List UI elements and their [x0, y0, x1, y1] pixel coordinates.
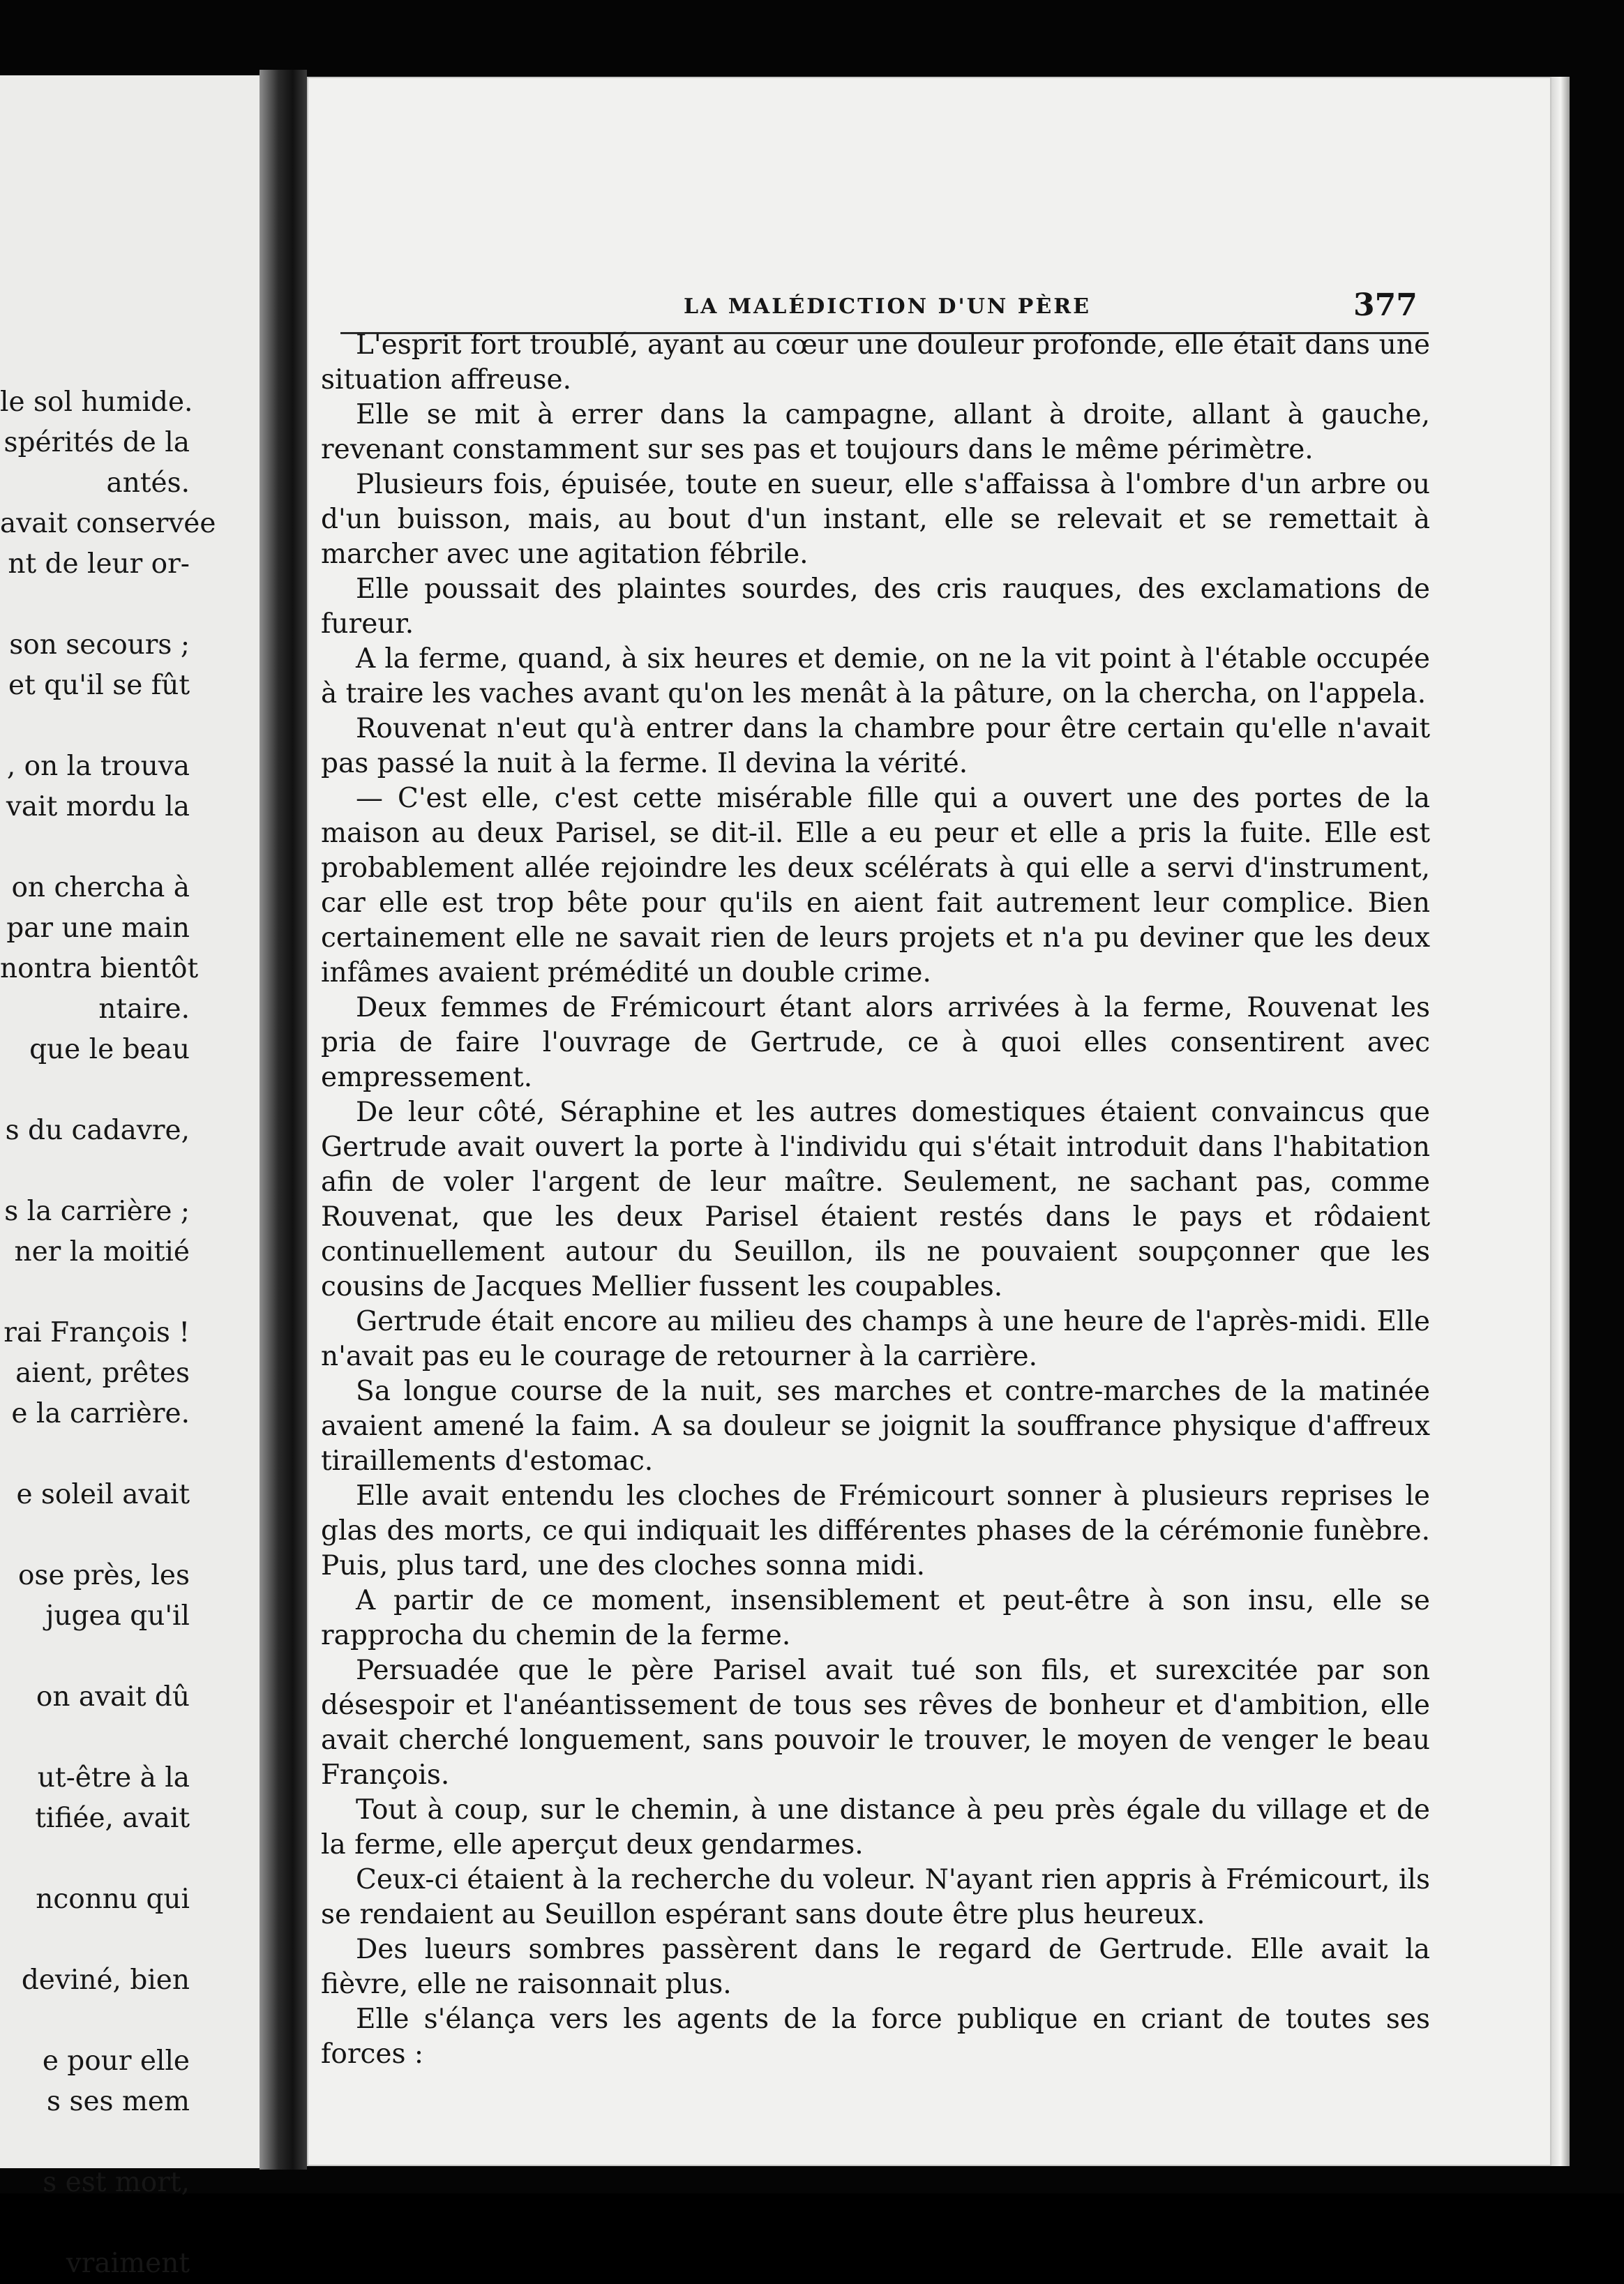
- left-page-line: et qu'il se fût: [8, 670, 190, 701]
- left-page-line: [0, 1637, 190, 1677]
- left-page-line: [0, 2203, 190, 2244]
- left-page-text: [0, 382, 216, 2284]
- left-page-line: le sol humide.: [0, 386, 193, 418]
- left-page-line: antés.: [106, 467, 190, 499]
- left-page-line: nconnu qui: [36, 1884, 190, 1915]
- paragraph: Elle poussait des plaintes sourdes, des cris rauques, des exclamations de fureur.: [321, 573, 1430, 640]
- left-page-line: s du cadavre,: [5, 1115, 190, 1146]
- paragraph: A la ferme, quand, à six heures et demie, on ne la vit point à l'étable occupée à traire les vaches avant qu'on les menât à la pâture, on la chercha, on l'appela.: [321, 643, 1430, 709]
- paragraph: De leur côté, Séraphine et les autres domestiques étaient convaincus que Gertrude avait ouvert la porte à l'individu qui s'était introduit dans l'habitation afin de voler l'argent de leur maître. Seulement, ne sachant pas, comme Rouvenat, que les deux Parisel étaient restés dans le pays et rôdaient continuellement autour du Seuillon, ils ne pouvaient soupçonner que les cousins de Jacques Mellier fussent les coupables.: [321, 1097, 1430, 1302]
- left-page-line: , on la trouva: [6, 751, 190, 782]
- left-page-line: s la carrière ;: [4, 1196, 190, 1227]
- left-page-line: son secours ;: [9, 629, 190, 661]
- paragraph: Ceux-ci étaient à la recherche du voleur. N'ayant rien appris à Frémicourt, ils se rendaient au Seuillon espérant sans doute être plus heureux.: [321, 1864, 1430, 1930]
- left-page-line: [0, 1718, 190, 1758]
- left-page-line: [0, 1151, 190, 1192]
- left-page-line: avait conservée: [0, 508, 216, 539]
- left-page-line: on avait dû: [36, 1681, 190, 1713]
- left-page-line: ose près, les: [17, 1560, 190, 1591]
- right-page: [307, 77, 1551, 2166]
- paragraph: Des lueurs sombres passèrent dans le regard de Gertrude. Elle avait la fièvre, elle ne raisonnait plus.: [321, 1934, 1430, 2000]
- paragraph: Tout à coup, sur le chemin, à une distance à peu près égale du village et de la ferme, elle aperçut deux gendarmes.: [321, 1794, 1430, 1861]
- left-page-line: [0, 1515, 190, 1556]
- paragraph: Plusieurs fois, épuisée, toute en sueur, elle s'affaissa à l'ombre d'un arbre ou d'un buisson, mais, au bout d'un instant, elle se relevait et se remettait à marcher avec une agitation fébrile.: [321, 469, 1430, 570]
- paragraph: A partir de ce moment, insensiblement et peut-être à son insu, elle se rapprocha du chemin de la ferme.: [321, 1585, 1430, 1651]
- left-page-line: [0, 2122, 190, 2163]
- left-page-line: ner la moitié: [14, 1236, 190, 1268]
- running-title: LA MALÉDICTION D'UN PÈRE: [684, 294, 1091, 319]
- left-page-line: e soleil avait: [16, 1479, 190, 1510]
- left-page-line: ut-être à la: [37, 1762, 190, 1794]
- left-page-line: [0, 585, 190, 625]
- paragraph: — C'est elle, c'est cette misérable fille qui a ouvert une des portes de la maison au deux Parisel, se dit-il. Elle a eu peur et elle a pris la fuite. Elle est probablement allée rejoindre les deux scélérats à qui elle a servi d'instrument, car elle est trop bête pour qu'ils en aient fait autrement leur complice. Bien certainement elle ne savait rien de leurs projets et n'a pu deviner que les deux infâmes avaient prémédité un double crime.: [321, 783, 1430, 989]
- left-page-line: ntaire.: [98, 993, 190, 1025]
- paragraph: Persuadée que le père Parisel avait tué son fils, et surexcitée par son désespoir et l'anéantissement de tous ses rêves de bonheur et d'ambition, elle avait cherché longuement, sans pouvoir le trouver, le moyen de venger le beau François.: [321, 1655, 1430, 1791]
- left-page-line: e pour elle: [42, 2045, 190, 2077]
- page-header: [307, 279, 1551, 328]
- paragraph: Elle s'élança vers les agents de la force publique en criant de toutes ses forces :: [321, 2004, 1430, 2070]
- left-page-line: on chercha à: [11, 872, 190, 903]
- left-page-line: vait mordu la: [6, 791, 190, 822]
- left-page-line: par une main: [6, 912, 190, 944]
- body-text: [321, 328, 1430, 2072]
- paragraph: Sa longue course de la nuit, ses marches et contre-marches de la matinée avaient amené la faim. A sa douleur se joignit la souffrance physique d'affreux tiraillements d'estomac.: [321, 1376, 1430, 1477]
- left-page-line: s est mort,: [43, 2167, 190, 2198]
- left-page-line: nt de leur or-: [8, 548, 190, 580]
- left-page-line: s ses mem: [47, 2086, 190, 2117]
- left-page-line: que le beau: [29, 1034, 190, 1065]
- paragraph: Deux femmes de Frémicourt étant alors arrivées à la ferme, Rouvenat les pria de faire l'ouvrage de Gertrude, ce à quoi elles consentirent avec empressement.: [321, 992, 1430, 1093]
- paragraph: Rouvenat n'eut qu'à entrer dans la chambre pour être certain qu'elle n'avait pas passé la nuit à la ferme. Il devina la vérité.: [321, 713, 1430, 779]
- left-page-line: e la carrière.: [11, 1398, 190, 1429]
- left-page-line: tifiée, avait: [35, 1803, 190, 1834]
- left-page-line: [0, 706, 190, 746]
- left-page-line: aient, prêtes: [15, 1358, 190, 1389]
- paragraph: L'esprit fort troublé, ayant au cœur une douleur profonde, elle était dans une situation affreuse.: [321, 329, 1430, 396]
- left-page-line: deviné, bien: [21, 1964, 190, 1996]
- left-page-line: spérités de la: [3, 427, 190, 458]
- page-edge: [1551, 77, 1570, 2166]
- left-page-line: [0, 2001, 190, 2041]
- paragraph: Gertrude était encore au milieu des champs à une heure de l'après-midi. Elle n'avait pas eu le courage de retourner à la carrière.: [321, 1306, 1430, 1372]
- left-page-line: [0, 1272, 190, 1313]
- left-page-line: [0, 1434, 190, 1475]
- paragraph: Elle avait entendu les cloches de Frémicourt sonner à plusieurs reprises le glas des morts, ce qui indiquait les différentes phases de la cérémonie funèbre. Puis, plus tard, une des cloches sonna midi.: [321, 1480, 1430, 1581]
- left-page-line: [0, 1920, 190, 1960]
- left-page-line: [0, 827, 190, 868]
- left-page-line: [0, 1070, 190, 1111]
- left-page-line: [0, 1839, 190, 1879]
- left-page: [0, 75, 262, 2279]
- book-gutter: [260, 70, 307, 2170]
- left-page-line: jugea qu'il: [45, 1600, 190, 1632]
- left-page-line: nontra bientôt: [0, 953, 199, 984]
- left-page-line: vraiment: [66, 2248, 190, 2279]
- paragraph: Elle se mit à errer dans la campagne, allant à droite, allant à gauche, revenant constamment sur ses pas et toujours dans le même périmètre.: [321, 399, 1430, 465]
- left-page-line: rai François !: [3, 1317, 190, 1348]
- page-number: 377: [1353, 287, 1418, 323]
